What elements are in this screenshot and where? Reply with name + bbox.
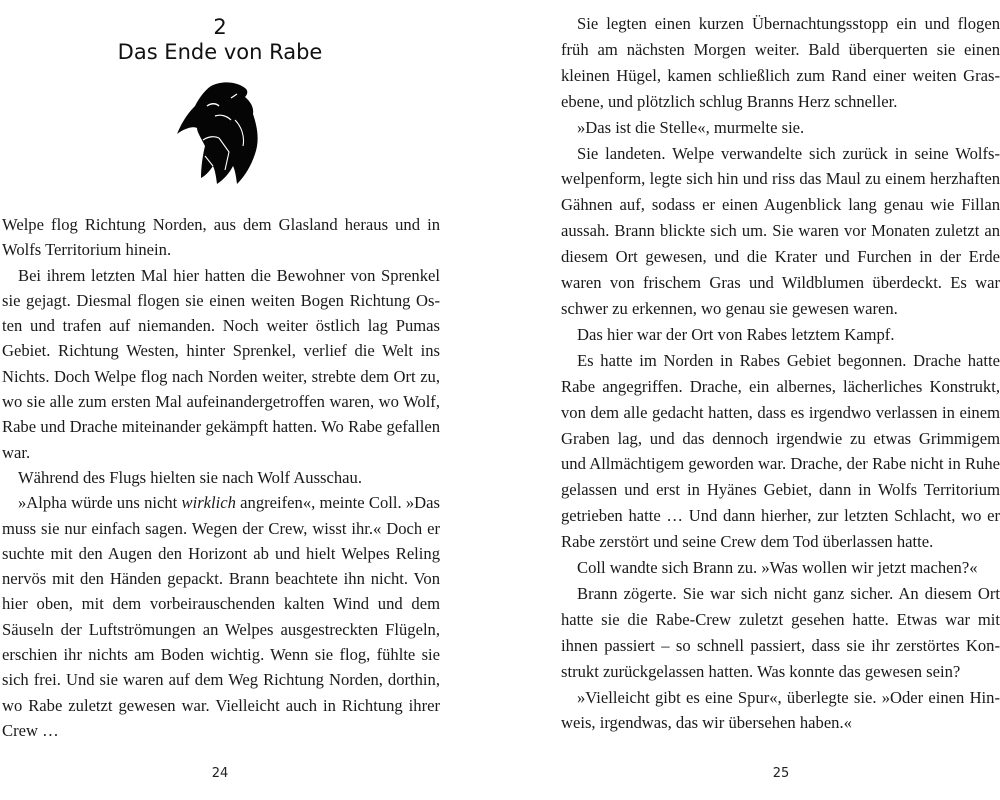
text-run: Welpe flog Richtung Norden, aus dem Glasland heraus und in Wolfs Territorium hinein.	[2, 215, 440, 260]
text-run: »Das ist die Stelle«, murmelte sie.	[577, 117, 805, 137]
paragraph	[561, 685, 1000, 737]
page-number-right: 25	[772, 766, 790, 781]
paragraph	[2, 465, 440, 490]
paragraph	[561, 115, 1000, 141]
right-page	[500, 0, 1000, 800]
text-run: »Vielleicht gibt es eine Spur«, überlegte sie. »Oder einen Hinweis, irgendwas, das wir übersehen haben.«	[561, 687, 1000, 733]
chapter-title: Das Ende von Rabe	[117, 40, 323, 64]
left-body-text	[2, 212, 440, 743]
text-run: Es hatte im Norden in Rabes Gebiet begonnen. Drache hatte Rabe angegriffen. Drache, ein albernes, lächerliches Konstrukt, von dem alle gedacht hatten, dass es irgendwo verlassen in einem Graben lag, und das dennoch irgendwie zu etwas Grimmigem und Allmächtigem geworden war. Drache, der Rabe nicht in Ruhe gelassen und erst in Hyänes Gebiet, dann in Wolfs Territorium getrieben hatte … Und dann hierher, zur letzten Schlacht, wo er Rabe zerstört und seine Crew dem Tod überlassen hatte.	[561, 350, 1000, 552]
paragraph	[561, 581, 1000, 685]
paragraph	[561, 141, 1000, 322]
text-run: Brann zögerte. Sie war sich nicht ganz sicher. An diesem Ort hatte sie die Rabe-Crew zuletzt gesehen hatte. Etwas war mit ihnen passiert – so schnell passiert, dass sie ihr zerstörtes Konstrukt zurückgelassen hatten. Was konnte das gewesen sein?	[561, 583, 1000, 681]
paragraph	[561, 11, 1000, 115]
text-run: Sie legten einen kurzen Übernachtungsstopp ein und flogen früh am nächsten Morgen weiter. Bald überquerten sie einen kleinen Hügel, kamen schließlich zum Rand einer weiten Grasebene, und plötzlich schlug Branns Herz schneller.	[561, 14, 1000, 111]
text-run: Das hier war der Ort von Rabes letztem Kampf.	[577, 324, 895, 344]
paragraph	[2, 212, 440, 263]
paragraph	[561, 555, 1000, 581]
page-number-left: 24	[211, 766, 229, 781]
paragraph	[561, 322, 1000, 348]
paragraph	[2, 263, 440, 465]
text-run: Sie landeten. Welpe verwandelte sich zurück in seine Wolfswelpenform, legte sich hin und riss das Maul zu einem herzhaften Gähnen auf, sodass er einen Augenblick lang genau wie Fillan aussah. Brann blickte sich um. Sie waren vor Monaten zuletzt an diesem Ort gewesen, und die Krater und Furchen in der Erde waren von frischem Gras und Wildblumen überdeckt. Es war schwer zu erkennen, wo genau sie gewesen waren.	[561, 143, 1000, 318]
text-run: »Alpha würde uns nicht	[18, 493, 182, 513]
emphasis-text: wirklich	[181, 493, 236, 513]
text-run: angreifen«, meinte Coll. »Das muss sie nur einfach sagen. Wegen der Crew, wisst ihr.« Doch er suchte mit den Augen den Horizont ab und hielt Welpes Reling nervös mit den Händen gepackt. Brann beachtete ihn nicht. Von hier oben, mit dem vorbeirauschenden kalten Wind und dem Säuseln der Luftströmungen an Welpes ausgestreckten Flügeln, erschien ihr nichts am Boden wichtig. Wenn sie flog, fühlte sie sich frei. Und sie waren auf dem Weg Richtung Norden, dorthin, wo Rabe zuletzt gewesen war. Vielleicht auch in Richtung ihrer Crew …	[2, 493, 440, 740]
chapter-number: 2	[213, 15, 227, 39]
right-body-text	[561, 11, 1000, 736]
text-run: Während des Flugs hielten sie nach Wolf Ausschau.	[18, 467, 362, 487]
raven-head-icon	[175, 80, 265, 186]
paragraph	[2, 490, 440, 743]
paragraph	[561, 348, 1000, 555]
text-run: Bei ihrem letzten Mal hier hatten die Bewohner von Sprenkel sie gejagt. Diesmal flogen sie einen weiten Bogen Richtung Osten und trafen auf niemanden. Noch weiter östlich lag Pumas Gebiet. Richtung Westen, hinter Sprenkel, verlief die Welt ins Nichts. Doch Welpe flog nach Norden weiter, strebte dem Ort zu, wo sie alle zum ersten Mal aufeinandergetroffen waren, wo Wolf, Rabe und Drache miteinander gekämpft hatten. Wo Rabe gefallen war.	[2, 265, 440, 462]
text-run: Coll wandte sich Brann zu. »Was wollen wir jetzt machen?«	[577, 558, 978, 578]
